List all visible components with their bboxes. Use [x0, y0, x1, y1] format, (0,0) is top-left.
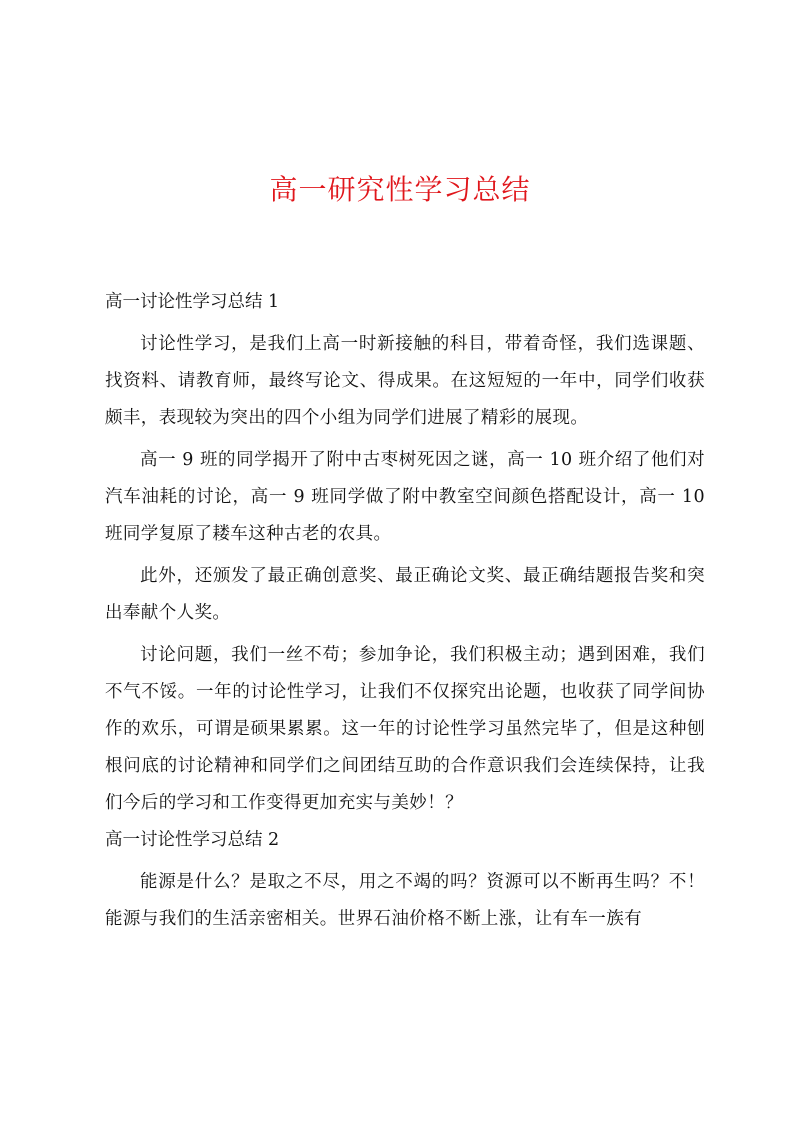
- document-title: 高一研究性学习总结: [269, 173, 531, 206]
- paragraph: 讨论问题，我们一丝不苟；参加争论，我们积极主动；遇到困难，我们不气不馁。一年的讨论性学习，让我们不仅探究出论题，也收获了同学间协作的欢乐，可谓是硕果累累。这一年的讨论性学习虽然完毕了，但是这种刨根问底的讨论精神和同学们之间团结互助的合作意识我们会连续保持，让我们今后的学习和工作变得更加充实与美妙！？: [105, 645, 705, 813]
- paragraph: 高一 9 班的同学揭开了附中古枣树死因之谜，高一 10 班介绍了他们对汽车油耗的讨论，高一 9 班同学做了附中教室空间颜色搭配设计，高一 10 班同学复原了耧车这种古老的农具。: [105, 450, 705, 544]
- paragraph: 能源是什么？是取之不尽，用之不竭的吗？资源可以不断再生吗？不！能源与我们的生活亲密相关。世界石油价格不断上涨，让有车一族有: [105, 872, 705, 929]
- section-heading-2: 高一讨论性学习总结 2: [105, 830, 280, 850]
- section-heading-1: 高一讨论性学习总结 1: [105, 292, 280, 312]
- paragraph: 此外，还颁发了最正确创意奖、最正确论文奖、最正确结题报告奖和突出奉献个人奖。: [105, 566, 705, 623]
- document-body: [105, 284, 705, 938]
- paragraph: 讨论性学习，是我们上高一时新接触的科目，带着奇怪，我们选课题、找资料、请教育师，最终写论文、得成果。在这短短的一年中，同学们收获颇丰，表现较为突出的四个小组为同学们进展了精彩的展现。: [105, 334, 705, 428]
